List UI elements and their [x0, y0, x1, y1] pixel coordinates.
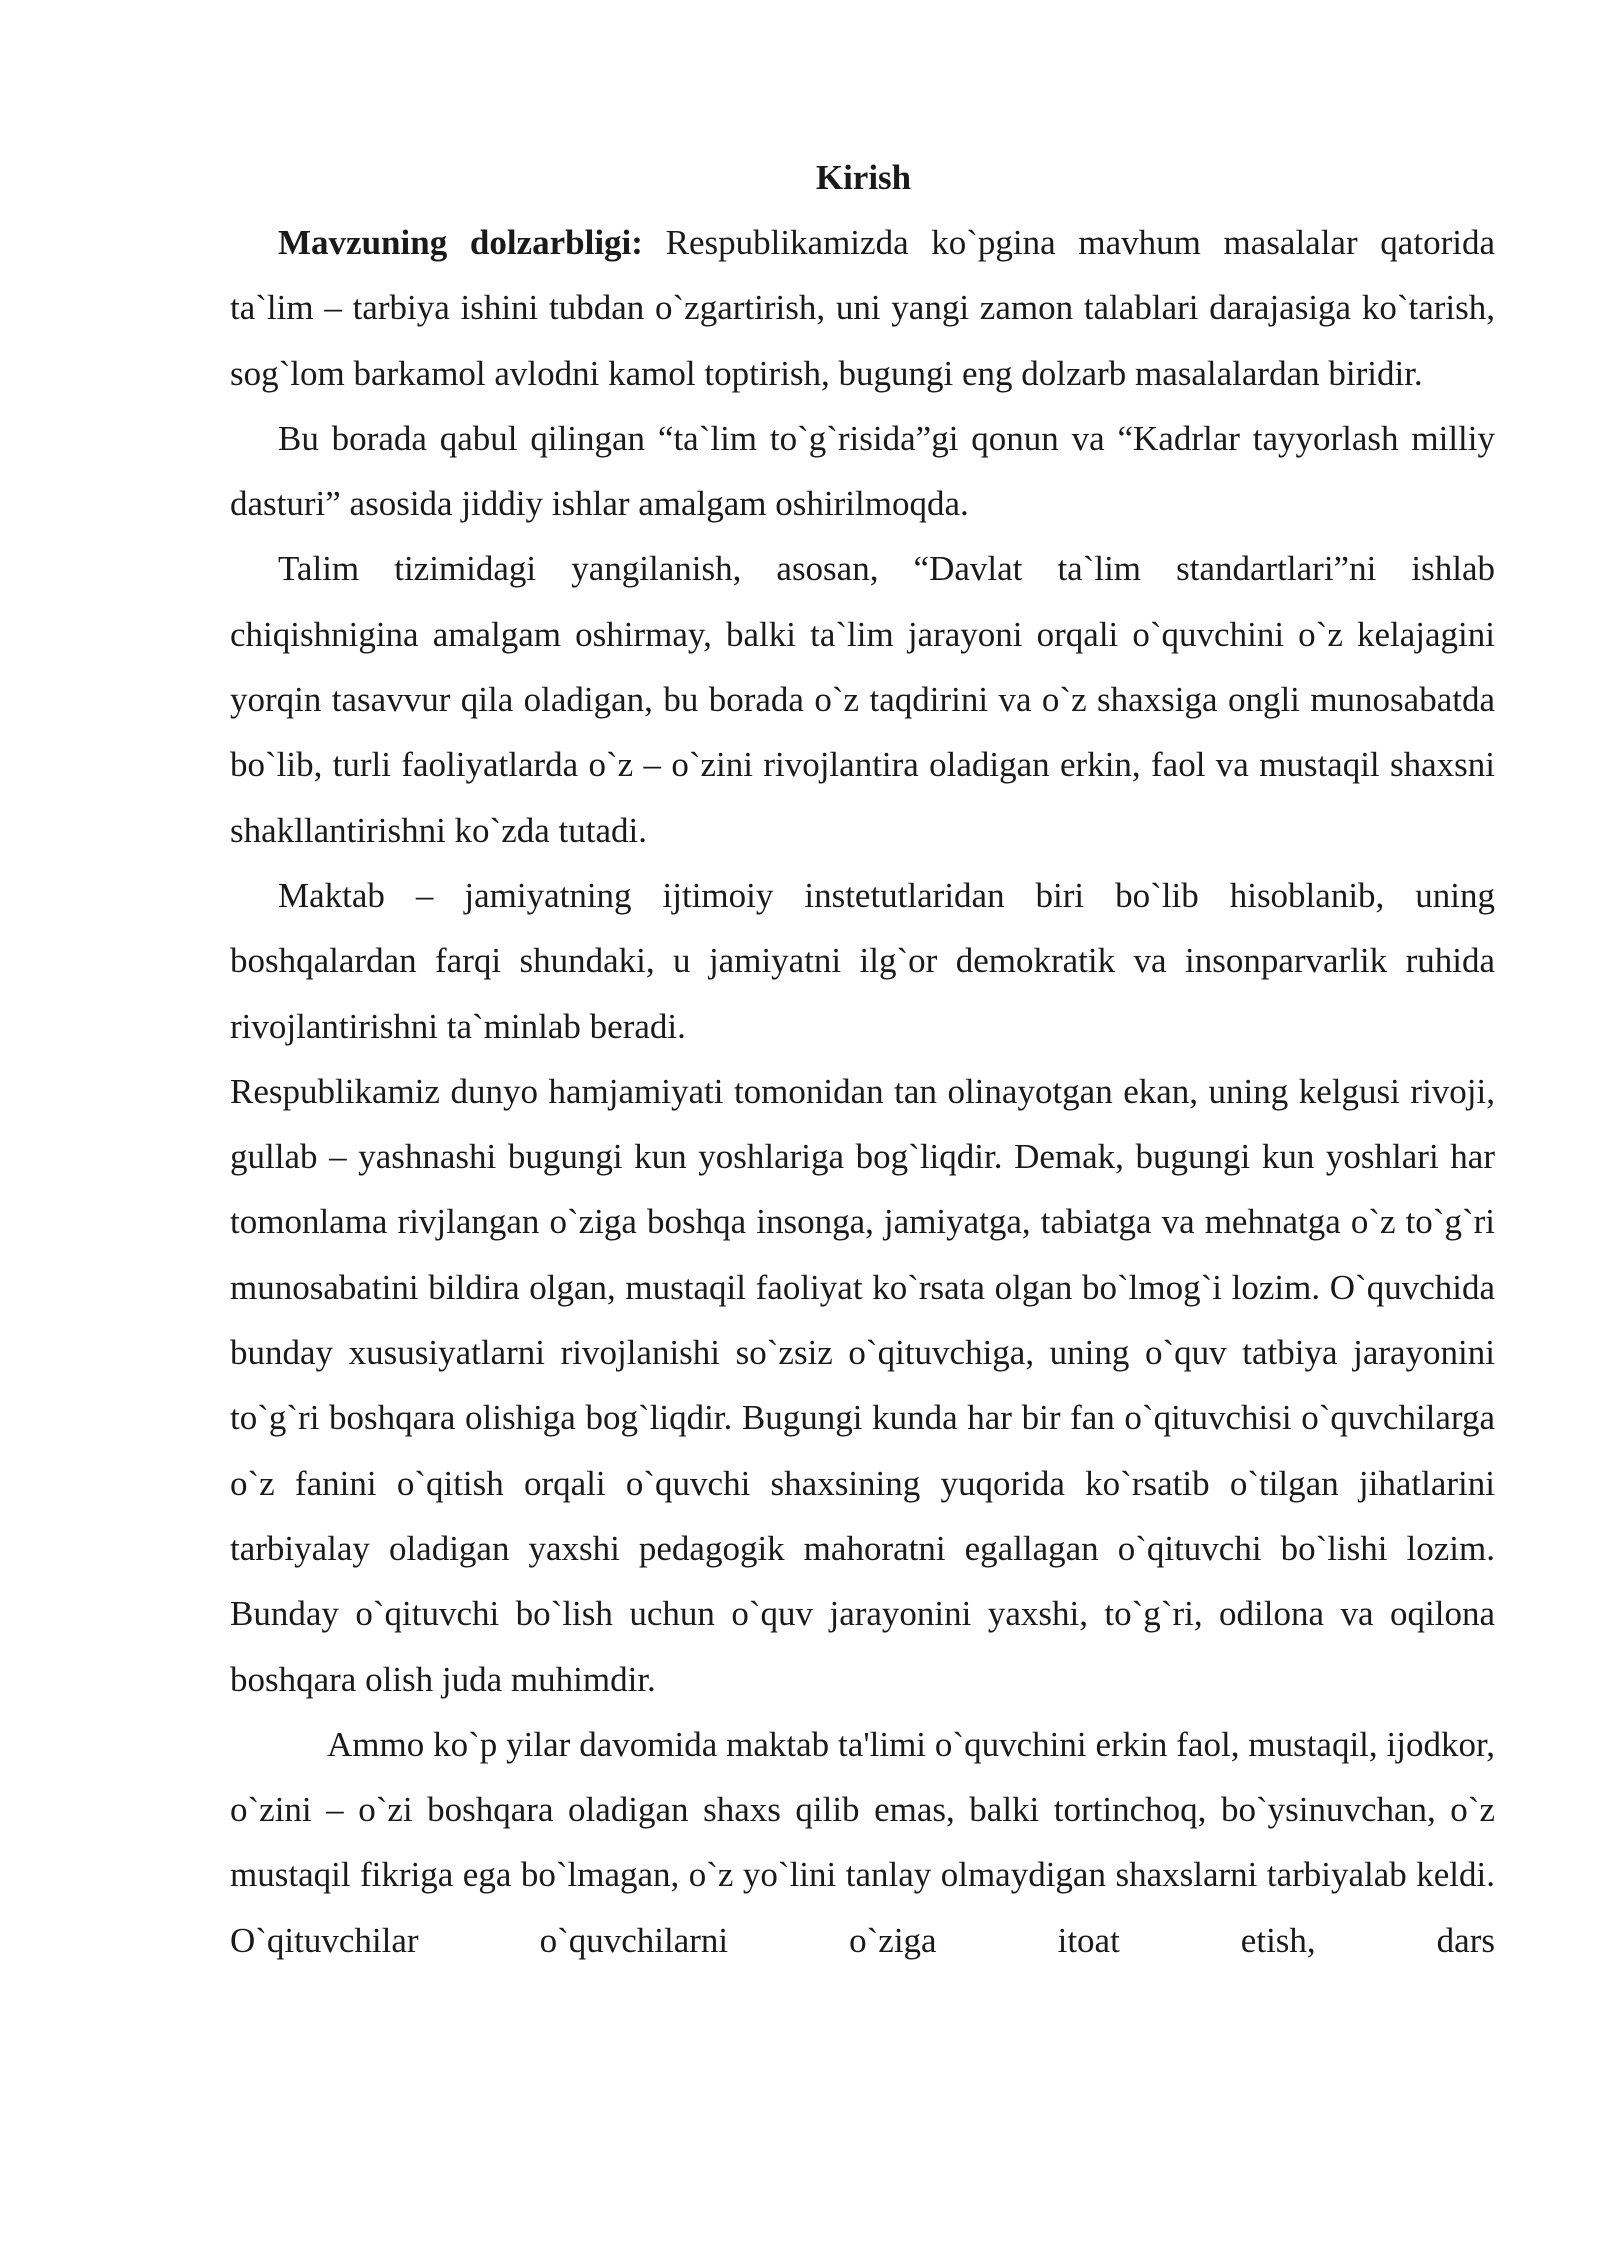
document-body: [230, 145, 1495, 1973]
paragraph-youth: Respublikamiz dunyo hamjamiyati tomonidan tan olinayotgan ekan, uning kelgusi rivoji, gullab – yashnashi bugungi kun yoshlariga bog`liqdir. Demak, bugungi kun yoshlari har tomonlama rivjlangan o`ziga boshqa insonga, jamiyatga, tabiatga va mehnatga o`z to`g`ri munosabatini bildira olgan, mustaqil faoliyat ko`rsata olgan bo`lmog`i lozim. O`quvchida bunday xususiyatlarni rivojlanishi so`zsiz o`qituvchiga, uning o`quv tatbiya jarayonini to`g`ri boshqara olishiga bog`liqdir. Bugungi kunda har bir fan o`qituvchisi o`quvchilarga o`z fanini o`qitish orqali o`quvchi shaxsining yuqorida ko`rsatib o`tilgan jihatlarini tarbiyalay oladigan yaxshi pedagogik mahoratni egallagan o`qituvchi bo`lishi lozim. Bunday o`qituvchi bo`lish uchun o`quv jarayonini yaxshi, to`g`ri, odilona va oqilona boshqara olish juda muhimdir.: [230, 1071, 1495, 1699]
page-title: Kirish: [815, 158, 912, 197]
paragraph-lead: Mavzuning dolzarbligi:: [278, 223, 643, 262]
paragraph-however: Ammo ko`p yilar davomida maktab ta'limi o`quvchini erkin faol, mustaqil, ijodkor, o`zini – o`zi boshqara oladigan shaxs qilib emas, balki tortinchoq, bo`ysinuvchan, o`z mustaqil fikriga ega bo`lmagan, o`z yo`lini tanlay olmaydigan shaxslarni tarbiyalab keldi. O`qituvchilar o`quvchilarni o`ziga itoat etish, dars: [230, 1724, 1495, 1960]
paragraph-law: Bu borada qabul qilingan “ta`lim to`g`risida”gi qonun va “Kadrlar tayyorlash milliy dasturi” asosida jiddiy ishlar amalgam oshirilmoqda.: [230, 418, 1495, 524]
paragraph-relevance: [230, 210, 1495, 406]
paragraph-text: Respublikamizda ko`pgina mavhum masalalar qatorida ta`lim – tarbiya ishini tubdan o`zgartirish, uni yangi zamon talablari darajasiga ko`tarish, sog`lom barkamol avlodni kamol toptirish, bugungi eng dolzarb masalalardan biridir.: [230, 223, 1495, 393]
paragraph-school: Maktab – jamiyatning ijtimoiy instetutlaridan biri bo`lib hisoblanib, uning boshqalardan farqi shundaki, u jamiyatni ilg`or demokratik va insonparvarlik ruhida rivojlantirishni ta`minlab beradi.: [230, 875, 1495, 1046]
paragraph-education-reform: Talim tizimidagi yangilanish, asosan, “Davlat ta`lim standartlari”ni ishlab chiqishnigina amalgam oshirmay, balki ta`lim jarayoni orqali o`quvchini o`z kelajagini yorqin tasavvur qila oladigan, bu borada o`z taqdirini va o`z shaxsiga ongli munosabatda bo`lib, turli faoliyatlarda o`z – o`zini rivojlantira oladigan erkin, faol va mustaqil shaxsni shakllantirishni ko`zda tutadi.: [230, 549, 1495, 850]
